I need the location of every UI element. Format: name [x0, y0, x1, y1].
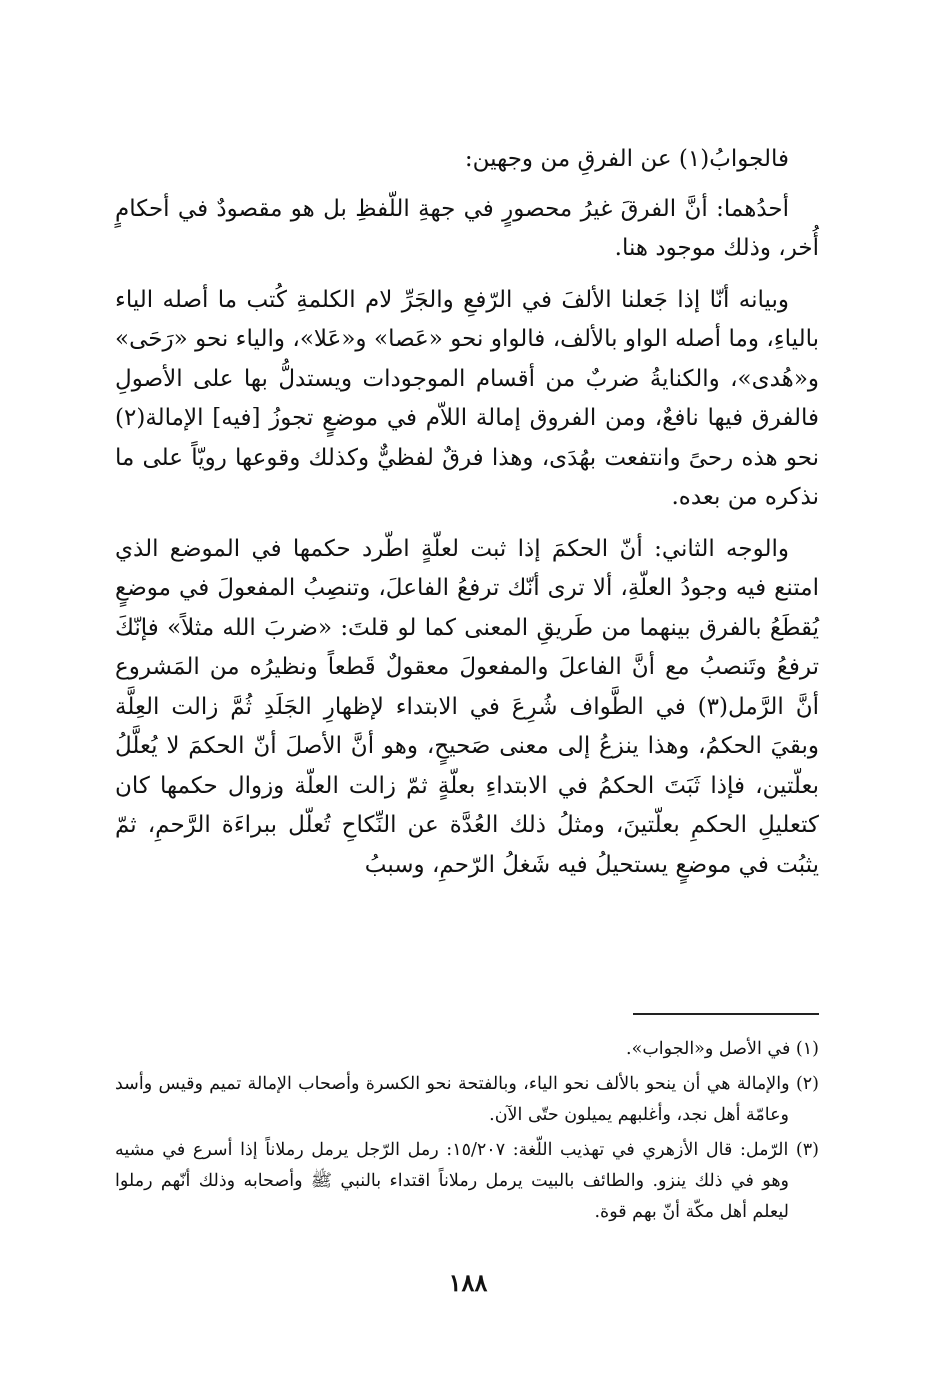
footnote-3: (٣) الرّمل: قال الأزهري في تهذيب اللّغة: ١٥/٢٠٧: رمل الرّجل يرمل رملاناً إذا أسرع في مشيه وهو في ذلك ينزو. والطائف بالبيت يرمل رملاناً اقتداء بالنبي ﷺ وأصحابه وذلك أنّهم رملوا ليعلم أهل مكّة أنّ بهم قوة. [115, 1140, 819, 1222]
paragraph-second-aspect: والوجه الثاني: أنّ الحكمَ إذا ثبت لعلّةٍ اطّرد حكمها في الموضع الذي امتنع فيه وجودُ العلّةِ، ألا ترى أنّك ترفعُ الفاعلَ، وتنصِبُ المفعولَ في موضعٍ يُقطَعُ بالفرق بينهما من طَريقِ المعنى كما لو قلتَ: «ضربَ الله مثلاً» فإنّكَ ترفعُ وتَنصبُ مع أنَّ الفاعلَ والمفعولَ معقولٌ قَطعاً ونظيرُه من المَشروع أنَّ الرَّمل(٣) في الطَّواف شُرِعَ في الابتداء لإظهارِ الجَلَدِ ثُمَّ زالت العِلَّة وبقيَ الحكمُ، وهذا ينزعُ إلى معنى صَحيحٍ، وهو أنَّ الأصلَ أنّ الحكمَ لا يُعلَّلُ بعلّتين، فإذا ثَبَتَ الحكمُ في الابتداءِ بعلّةٍ ثمّ زالت العلّة وزوال حكمها كان كتعليلِ الحكمِ بعلّتينَ، ومثلُ ذلك العُدَّة عن النِّكاحِ تُعلّل ببراءَة الرَّحمِ، ثمّ يثبُت في موضعٍ يستحيلُ فيه شَغلُ الرّحمِ، وسببُ [115, 535, 819, 878]
paragraph-intro: فالجوابُ(١) عن الفرقِ من وجهين: [464, 146, 789, 172]
page-number: ١٨٨ [448, 1268, 488, 1297]
footnotes [115, 1034, 819, 1232]
paragraph-first-aspect: أحدُهما: أنَّ الفرقَ غيرُ محصورٍ في جهةِ اللّفظِ بل هو مقصودٌ في أحكامٍ أُخر، وذلك موجود هنا. [115, 195, 819, 261]
footnote-2: (٢) والإمالة هي أن ينحو بالألف نحو الياء، وبالفتحة نحو الكسرة وأصحاب الإمالة تميم وقيس وأسد وعامّة أهل نجد، وأغلبهم يميلون حتّى الآن. [115, 1074, 819, 1125]
footnote-1: (١) في الأصل و«الجواب». [626, 1039, 819, 1059]
footnote-separator [633, 1013, 819, 1015]
paragraph-explanation: وبيانه أنّا إذا جَعلنا الألفَ في الرّفعِ والجَرِّ لام الكلمةِ كُتب ما أصله الياء بالياءِ، وما أصله الواو بالألف، فالواو نحو «عَصا» و«عَلا»، والياء نحو «رَحَى» و«هُدى»، والكنايةُ ضربٌ من أقسام الموجودات ويستدلُّ بها على الأصولِ فالفرق فيها نافعٌ، ومن الفروق إمالة اللاّم في موضعٍ تجوزُ [فيه] الإمالة(٢) نحو هذه رحىً وانتفعت بهُدَى، وهذا فرقٌ لفظيٌّ وكذلك وقوعها رويّاً على ما نذكره من بعده. [115, 286, 819, 510]
main-text [115, 140, 819, 885]
